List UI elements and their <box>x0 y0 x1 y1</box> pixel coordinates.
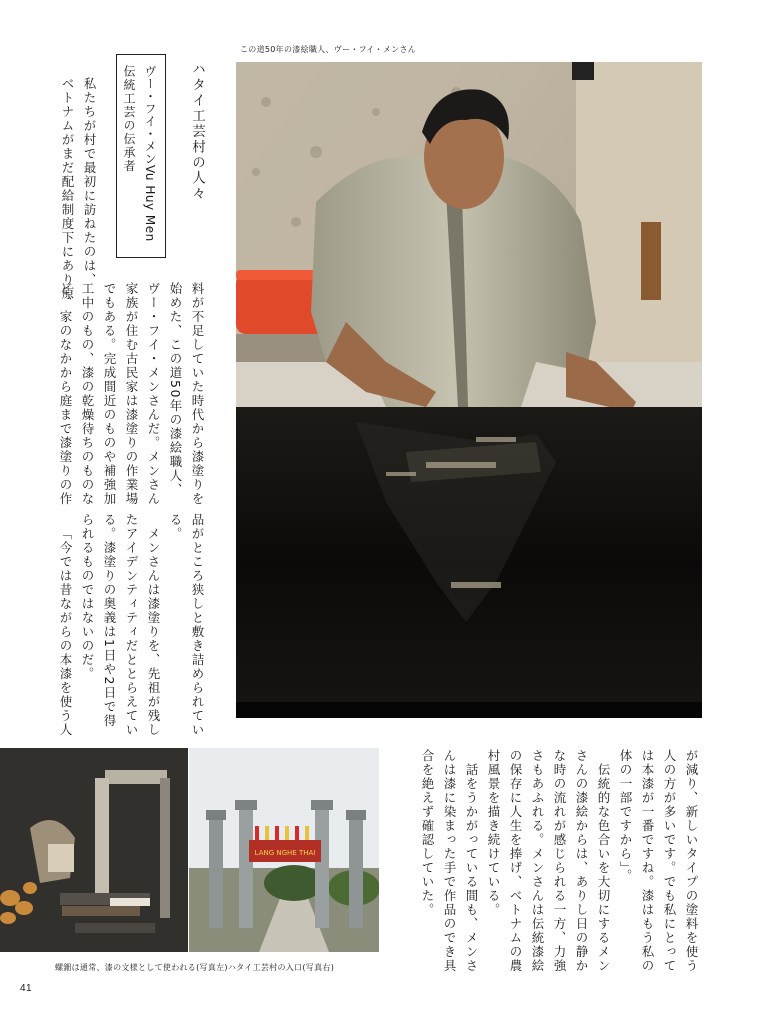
main-photo-svg <box>236 62 702 718</box>
body-line: 料が不足していた時代から漆塗りを <box>190 282 205 506</box>
village-gate-svg <box>189 748 379 952</box>
body-line: る。漆塗りの奥義は1日や2日で得 <box>102 513 117 728</box>
body-line: ど、家のなかから庭まで漆塗りの作 <box>58 282 73 506</box>
section-title: ハタイ工芸村の人々 <box>189 62 205 202</box>
lacquer-inlay-svg <box>0 748 188 952</box>
main-photo-craftsman <box>236 62 702 718</box>
photo-village-gate <box>189 748 379 952</box>
body-line: は本漆が一番ですね。漆はもう私の <box>640 749 655 973</box>
body-line: 「今では昔ながらの本漆を使う人 <box>58 527 73 737</box>
body-line: でもある。完成間近のものや補強加 <box>102 282 117 506</box>
body-line: 人の方が多いです。でも私にとって <box>662 749 677 973</box>
body-line: 体の一部ですから」。 <box>618 749 633 883</box>
body-line: ベトナムがまだ配給制度下にあり原 <box>60 77 75 301</box>
body-line: られるものではないのだ。 <box>80 513 95 681</box>
heading-box <box>116 54 166 258</box>
body-line: が減り、新しいタイプの塗料を使う <box>684 749 699 973</box>
body-line: 伝統的な色合いを大切にするメン <box>596 763 611 973</box>
body-line: 工中のもの、漆の乾燥待ちのものな <box>80 282 95 506</box>
body-line: ヴー・フイ・メンさんだ。メンさん <box>146 282 161 506</box>
photo-caption-top: この道50年の漆絵職人、ヴー・フイ・メンさん <box>240 45 417 54</box>
photo-lacquer-inlay <box>0 748 188 952</box>
body-line: る。 <box>168 513 183 541</box>
body-line: 村風景を描き続けている。 <box>486 749 501 917</box>
body-line: 始めた、この道50年の漆絵職人、 <box>168 282 183 497</box>
body-line: さもあふれる。メンさんは伝統漆絵 <box>530 749 545 973</box>
body-line: 話をうかがっている間も、メンさ <box>464 763 479 973</box>
body-line: 合を絶えず確認していた。 <box>420 749 435 917</box>
body-line: な時の流れが感じられる一方、力強 <box>552 749 567 973</box>
gate-sign-text: LANG NGHE THAI <box>254 849 316 857</box>
body-line: 家族が住む古民家は漆塗りの作業場 <box>124 282 139 506</box>
heading-box-line2: ヴー・フイ・メンVu Huy Men <box>143 65 157 242</box>
body-line: 私たちが村で最初に訪ねたのは、 <box>82 77 97 287</box>
body-line: メンさんは漆塗りを、先祖が残し <box>146 527 161 737</box>
body-line: の保存に人生を捧げ、ベトナムの農 <box>508 749 523 973</box>
body-line: んは漆に染まった手で作品のでき具 <box>442 749 457 973</box>
photo-caption-bottom: 螺鈿は通常、漆の文様として使われる(写真左)ハタイ工芸村の入口(写真右) <box>55 963 335 972</box>
body-line: たアイデンティティだととらえてい <box>124 513 139 737</box>
page-number: 41 <box>20 983 33 994</box>
body-line: 品がところ狭しと敷き詰められてい <box>190 513 205 737</box>
body-line: さんの漆絵からは、ありし日の静か <box>574 749 589 973</box>
heading-box-line1: 伝統工芸の伝承者 <box>122 65 136 173</box>
